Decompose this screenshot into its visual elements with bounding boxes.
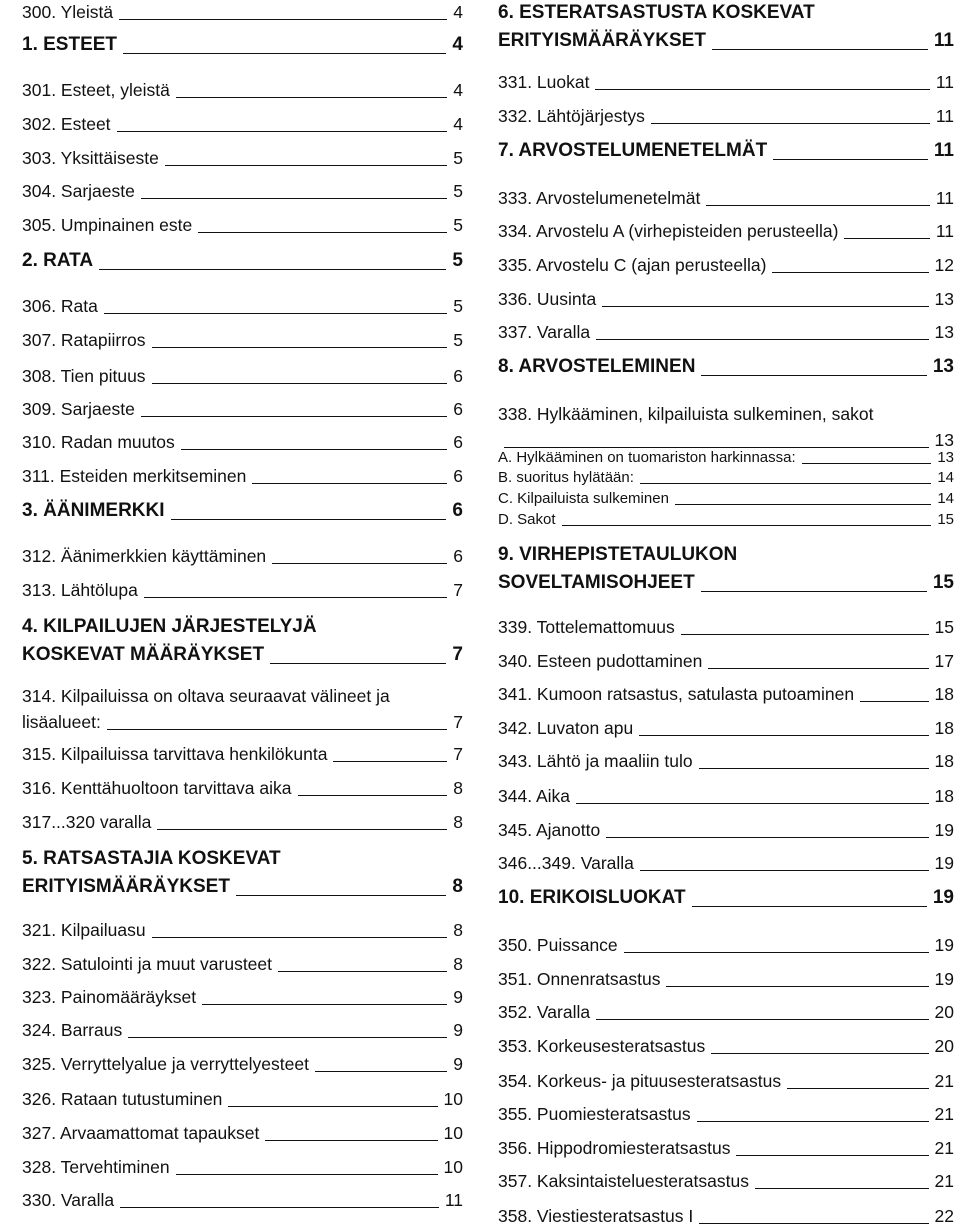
leader-line bbox=[640, 483, 931, 484]
toc-entry[interactable] bbox=[22, 464, 463, 488]
toc-entry[interactable] bbox=[498, 818, 954, 842]
leader-line bbox=[639, 735, 928, 736]
toc-entry[interactable] bbox=[498, 28, 954, 54]
section-heading-line: 9. VIRHEPISTETAULUKON bbox=[498, 544, 738, 565]
leader-line bbox=[144, 597, 447, 598]
leader-line bbox=[165, 165, 447, 166]
page-number: 11 bbox=[935, 72, 954, 92]
page-number: 8 bbox=[453, 954, 463, 974]
leader-line bbox=[107, 729, 447, 730]
entry-title: 340. Esteen pudottaminen bbox=[498, 651, 703, 671]
toc-entry[interactable] bbox=[22, 1087, 463, 1111]
entry-title: 327. Arvaamattomat tapaukset bbox=[22, 1123, 260, 1143]
entry-title: 341. Kumoon ratsastus, satulasta putoaminen bbox=[498, 684, 855, 704]
toc-entry[interactable] bbox=[498, 784, 954, 808]
leader-line bbox=[141, 416, 447, 417]
toc-entry[interactable] bbox=[498, 851, 954, 875]
entry-title: 352. Varalla bbox=[498, 1002, 591, 1022]
toc-entry[interactable] bbox=[22, 328, 463, 352]
leader-line bbox=[606, 837, 928, 838]
page-number: 9 bbox=[453, 1054, 463, 1074]
toc-entry[interactable] bbox=[498, 510, 954, 530]
leader-line bbox=[708, 668, 928, 669]
toc-entry[interactable] bbox=[22, 364, 463, 388]
entry-title: 307. Ratapiirros bbox=[22, 330, 146, 350]
entry-title: 315. Kilpailuissa tarvittava henkilökunta bbox=[22, 744, 328, 764]
entry-title: 301. Esteet, yleistä bbox=[22, 80, 170, 100]
leader-line bbox=[624, 952, 929, 953]
toc-entry[interactable] bbox=[22, 294, 463, 318]
leader-line bbox=[123, 53, 446, 54]
toc-entry[interactable] bbox=[22, 1121, 463, 1145]
entry-title: 304. Sarjaeste bbox=[22, 181, 135, 201]
toc-entry[interactable] bbox=[498, 1136, 954, 1160]
page-number: 19 bbox=[934, 820, 954, 840]
entry-title: 7. ARVOSTELUMENETELMÄT bbox=[498, 140, 768, 161]
section-heading-line: 5. RATSASTAJIA KOSKEVAT bbox=[22, 848, 281, 869]
leader-line bbox=[181, 449, 448, 450]
leader-line bbox=[104, 313, 447, 314]
leader-line bbox=[278, 971, 447, 972]
leader-line bbox=[706, 205, 929, 206]
leader-line bbox=[844, 238, 929, 239]
entry-title: 316. Kenttähuoltoon tarvittava aika bbox=[22, 778, 292, 798]
toc-entry[interactable] bbox=[22, 918, 463, 942]
toc-entry[interactable] bbox=[498, 967, 954, 991]
leader-line bbox=[699, 1223, 928, 1224]
page-number: 8 bbox=[453, 920, 463, 940]
toc-entry[interactable] bbox=[22, 1052, 463, 1076]
page-number: 13 bbox=[932, 356, 954, 377]
page-number: 20 bbox=[934, 1036, 954, 1056]
entry-title: 356. Hippodromiesteratsastus bbox=[498, 1138, 731, 1158]
leader-line bbox=[141, 198, 447, 199]
leader-line bbox=[152, 937, 448, 938]
page-number: 4 bbox=[453, 114, 463, 134]
toc-entry[interactable] bbox=[498, 1102, 954, 1126]
page-number: 21 bbox=[934, 1171, 954, 1191]
page-number: 9 bbox=[453, 987, 463, 1007]
leader-line bbox=[772, 272, 928, 273]
toc-entry[interactable] bbox=[498, 70, 954, 94]
page-number: 5 bbox=[453, 181, 463, 201]
entry-title: 324. Barraus bbox=[22, 1020, 123, 1040]
leader-line bbox=[198, 232, 447, 233]
toc-entry[interactable] bbox=[22, 544, 463, 568]
entry-title: 2. RATA bbox=[22, 250, 94, 271]
toc-entry[interactable] bbox=[22, 742, 463, 766]
entry-title: 317...320 varalla bbox=[22, 812, 152, 832]
leader-line bbox=[701, 375, 926, 376]
leader-line bbox=[699, 768, 929, 769]
leader-line bbox=[666, 986, 928, 987]
leader-line bbox=[228, 1106, 437, 1107]
entry-title: 302. Esteet bbox=[22, 114, 111, 134]
page-number: 8 bbox=[453, 778, 463, 798]
page-number: 11 bbox=[444, 1190, 463, 1210]
page-number: 6 bbox=[453, 366, 463, 386]
toc-entry[interactable] bbox=[498, 682, 954, 706]
toc-entry[interactable] bbox=[22, 874, 463, 900]
leader-line bbox=[602, 306, 928, 307]
entry-title: 326. Rataan tutustuminen bbox=[22, 1089, 223, 1109]
toc-entry[interactable] bbox=[22, 642, 463, 668]
page-number: 6 bbox=[453, 399, 463, 419]
leader-line bbox=[681, 634, 929, 635]
page-number: 4 bbox=[452, 34, 463, 55]
toc-entry[interactable] bbox=[498, 716, 954, 740]
entry-title: 353. Korkeusesteratsastus bbox=[498, 1036, 706, 1056]
toc-entry[interactable] bbox=[498, 1169, 954, 1193]
toc-entry[interactable] bbox=[22, 1018, 463, 1042]
entry-title: 10. ERIKOISLUOKAT bbox=[498, 887, 686, 908]
leader-line bbox=[675, 504, 931, 505]
leader-line bbox=[692, 906, 927, 907]
entry-title: 336. Uusinta bbox=[498, 289, 597, 309]
leader-line bbox=[787, 1088, 928, 1089]
entry-title: 308. Tien pituus bbox=[22, 366, 146, 386]
toc-entry[interactable] bbox=[498, 186, 954, 210]
toc-entry[interactable] bbox=[22, 397, 463, 421]
leader-line bbox=[272, 563, 447, 564]
entry-title: ERITYISMÄÄRÄYKSET bbox=[498, 30, 706, 51]
entry-title: SOVELTAMISOHJEET bbox=[498, 572, 695, 593]
entry-title: 342. Luvaton apu bbox=[498, 718, 634, 738]
page-number: 13 bbox=[934, 430, 954, 450]
page-number: 7 bbox=[453, 712, 463, 732]
page-number: 5 bbox=[453, 215, 463, 235]
toc-entry[interactable] bbox=[22, 952, 463, 976]
page-number: 7 bbox=[453, 744, 463, 764]
toc-entry[interactable] bbox=[22, 1188, 463, 1212]
page-number: 21 bbox=[934, 1104, 954, 1124]
entry-title: 303. Yksittäiseste bbox=[22, 148, 159, 168]
toc-entry[interactable] bbox=[498, 1034, 954, 1058]
page-number: 18 bbox=[934, 718, 954, 738]
entry-title: 3. ÄÄNIMERKKI bbox=[22, 500, 165, 521]
toc-entry[interactable] bbox=[498, 1069, 954, 1093]
toc-entry[interactable] bbox=[22, 248, 463, 274]
entry-title: 337. Varalla bbox=[498, 322, 591, 342]
leader-line bbox=[99, 269, 446, 270]
toc-entry[interactable] bbox=[498, 253, 954, 277]
page-number: 5 bbox=[453, 148, 463, 168]
leader-line bbox=[120, 1207, 439, 1208]
toc-entry[interactable] bbox=[22, 146, 463, 170]
toc-entry[interactable] bbox=[22, 810, 463, 834]
toc-entry[interactable] bbox=[498, 1204, 954, 1228]
page-number: 21 bbox=[934, 1071, 954, 1091]
entry-title: A. Hylkääminen on tuomariston harkinnassa: bbox=[498, 449, 796, 466]
page-number: 11 bbox=[933, 30, 954, 51]
toc-entry[interactable] bbox=[498, 138, 954, 164]
toc-entry[interactable] bbox=[498, 468, 954, 488]
leader-line bbox=[298, 795, 448, 796]
toc-entry[interactable] bbox=[498, 570, 954, 596]
entry-title: ERITYISMÄÄRÄYKSET bbox=[22, 876, 230, 897]
leader-line bbox=[802, 463, 932, 464]
entry-title: 309. Sarjaeste bbox=[22, 399, 135, 419]
leader-line bbox=[595, 89, 929, 90]
page-number: 14 bbox=[937, 469, 954, 486]
page-number: 11 bbox=[935, 221, 954, 241]
leader-line bbox=[236, 895, 446, 896]
page-number: 10 bbox=[443, 1123, 463, 1143]
leader-line bbox=[596, 339, 928, 340]
entry-title: 343. Lähtö ja maaliin tulo bbox=[498, 751, 693, 771]
leader-line bbox=[176, 1174, 438, 1175]
entry-title: 300. Yleistä bbox=[22, 2, 114, 22]
entry-title: lisäalueet: bbox=[22, 712, 101, 732]
entry-title: 350. Puissance bbox=[498, 935, 618, 955]
entry-title: 330. Varalla bbox=[22, 1190, 115, 1210]
page-number: 11 bbox=[935, 106, 954, 126]
page-number: 11 bbox=[935, 188, 954, 208]
page-number: 9 bbox=[453, 1020, 463, 1040]
leader-line bbox=[119, 19, 447, 20]
leader-line bbox=[157, 829, 447, 830]
toc-entry[interactable] bbox=[498, 885, 954, 911]
entry-title: D. Sakot bbox=[498, 511, 556, 528]
entry-title: 312. Äänimerkkien käyttäminen bbox=[22, 546, 267, 566]
entry-title: 354. Korkeus- ja pituusesteratsastus bbox=[498, 1071, 782, 1091]
leader-line bbox=[701, 591, 927, 592]
page-number: 18 bbox=[934, 786, 954, 806]
toc-entry[interactable] bbox=[498, 287, 954, 311]
toc-entry[interactable] bbox=[22, 213, 463, 237]
entry-title: 355. Puomiesteratsastus bbox=[498, 1104, 691, 1124]
leader-line bbox=[773, 159, 928, 160]
entry-title: 351. Onnenratsastus bbox=[498, 969, 661, 989]
entry-title: 8. ARVOSTELEMINEN bbox=[498, 356, 696, 377]
page-number: 17 bbox=[934, 651, 954, 671]
page-number: 10 bbox=[443, 1089, 463, 1109]
entry-title: 313. Lähtölupa bbox=[22, 580, 138, 600]
entry-title: 332. Lähtöjärjestys bbox=[498, 106, 645, 126]
page-number: 4 bbox=[453, 80, 463, 100]
entry-title: 306. Rata bbox=[22, 296, 98, 316]
leader-line bbox=[152, 383, 448, 384]
toc-entry[interactable] bbox=[498, 219, 954, 243]
leader-line bbox=[265, 1140, 437, 1141]
leader-line bbox=[270, 663, 446, 664]
page-number: 18 bbox=[934, 751, 954, 771]
page-number: 11 bbox=[933, 140, 954, 161]
section-heading-line: 4. KILPAILUJEN JÄRJESTELYJÄ bbox=[22, 616, 317, 637]
leader-line bbox=[860, 701, 928, 702]
toc-entry[interactable] bbox=[498, 448, 954, 468]
entry-title: 358. Viestiesteratsastus I bbox=[498, 1206, 694, 1226]
entry-title: 328. Tervehtiminen bbox=[22, 1157, 170, 1177]
leader-line bbox=[333, 761, 447, 762]
page-number: 10 bbox=[443, 1157, 463, 1177]
page-number: 6 bbox=[453, 432, 463, 452]
entry-title: C. Kilpailuista sulkeminen bbox=[498, 490, 669, 507]
page-number: 19 bbox=[934, 935, 954, 955]
leader-line bbox=[712, 49, 928, 50]
toc-entry[interactable] bbox=[498, 489, 954, 509]
entry-title: 1. ESTEET bbox=[22, 34, 118, 55]
page-number: 5 bbox=[453, 296, 463, 316]
toc-entry[interactable] bbox=[22, 112, 463, 136]
leader-line bbox=[697, 1121, 929, 1122]
page-number: 19 bbox=[932, 887, 954, 908]
entry-title: 357. Kaksintaisteluesteratsastus bbox=[498, 1171, 749, 1191]
entry-title: 321. Kilpailuasu bbox=[22, 920, 146, 940]
toc-entry[interactable] bbox=[22, 1155, 463, 1179]
leader-line bbox=[562, 525, 932, 526]
leader-line bbox=[152, 347, 448, 348]
leader-line bbox=[252, 483, 447, 484]
entry-title: 323. Painomääräykset bbox=[22, 987, 197, 1007]
toc-entry[interactable] bbox=[498, 1000, 954, 1024]
leader-line bbox=[128, 1037, 447, 1038]
entry-title-line: 314. Kilpailuissa on oltava seuraavat välineet ja bbox=[22, 686, 390, 706]
toc-entry[interactable] bbox=[22, 179, 463, 203]
leader-line bbox=[176, 97, 447, 98]
entry-title: 310. Radan muutos bbox=[22, 432, 175, 452]
entry-title: 322. Satulointi ja muut varusteet bbox=[22, 954, 273, 974]
entry-title: KOSKEVAT MÄÄRÄYKSET bbox=[22, 644, 265, 665]
entry-title: B. suoritus hylätään: bbox=[498, 469, 634, 486]
page-number: 14 bbox=[937, 490, 954, 507]
toc-entry[interactable] bbox=[498, 615, 954, 639]
section-heading-line: 6. ESTERATSASTUSTA KOSKEVAT bbox=[498, 2, 815, 23]
entry-title-line: 338. Hylkääminen, kilpailuista sulkeminen, sakot bbox=[498, 404, 874, 424]
page-number: 21 bbox=[934, 1138, 954, 1158]
page-number: 8 bbox=[452, 876, 463, 897]
leader-line bbox=[651, 123, 930, 124]
page-number: 13 bbox=[934, 322, 954, 342]
toc-entry[interactable] bbox=[22, 498, 463, 524]
toc-entry[interactable] bbox=[22, 985, 463, 1009]
page-number: 22 bbox=[934, 1206, 954, 1226]
page-number: 5 bbox=[452, 250, 463, 271]
leader-line bbox=[736, 1155, 928, 1156]
toc-entry[interactable] bbox=[22, 578, 463, 602]
leader-line bbox=[315, 1071, 447, 1072]
page-number: 5 bbox=[453, 330, 463, 350]
toc-entry[interactable] bbox=[498, 649, 954, 673]
entry-title: 333. Arvostelumenetelmät bbox=[498, 188, 701, 208]
leader-line bbox=[202, 1004, 447, 1005]
entry-title: 305. Umpinainen este bbox=[22, 215, 193, 235]
toc-entry[interactable] bbox=[22, 776, 463, 800]
leader-line bbox=[117, 131, 448, 132]
toc-entry[interactable] bbox=[22, 78, 463, 102]
page-number: 12 bbox=[934, 255, 954, 275]
page-number: 13 bbox=[937, 449, 954, 466]
toc-entry[interactable] bbox=[498, 749, 954, 773]
page-number: 19 bbox=[934, 853, 954, 873]
page-number: 7 bbox=[453, 580, 463, 600]
leader-line bbox=[576, 803, 929, 804]
page-number: 4 bbox=[453, 2, 463, 22]
toc-entry[interactable] bbox=[498, 104, 954, 128]
entry-title: 334. Arvostelu A (virhepisteiden perusteella) bbox=[498, 221, 839, 241]
page-number: 8 bbox=[453, 812, 463, 832]
page-number: 18 bbox=[934, 684, 954, 704]
toc-entry[interactable] bbox=[498, 354, 954, 380]
leader-line bbox=[755, 1188, 929, 1189]
entry-title: 339. Tottelemattomuus bbox=[498, 617, 675, 637]
toc-entry[interactable] bbox=[498, 933, 954, 957]
entry-title: 311. Esteiden merkitseminen bbox=[22, 466, 247, 486]
toc-entry[interactable] bbox=[22, 430, 463, 454]
toc-entry[interactable] bbox=[22, 710, 463, 734]
page-number: 6 bbox=[453, 546, 463, 566]
page-number: 15 bbox=[934, 617, 954, 637]
entry-title: 331. Luokat bbox=[498, 72, 590, 92]
page-number: 15 bbox=[932, 572, 954, 593]
page-number: 15 bbox=[937, 511, 954, 528]
leader-line bbox=[596, 1019, 928, 1020]
page-number: 19 bbox=[934, 969, 954, 989]
leader-line bbox=[640, 870, 929, 871]
page-number: 6 bbox=[452, 500, 463, 521]
page-number: 7 bbox=[452, 644, 463, 665]
entry-title: 325. Verryttelyalue ja verryttelyesteet bbox=[22, 1054, 309, 1074]
entry-title: 335. Arvostelu C (ajan perusteella) bbox=[498, 255, 767, 275]
page-number: 20 bbox=[934, 1002, 954, 1022]
leader-line bbox=[711, 1053, 928, 1054]
page-number: 13 bbox=[934, 289, 954, 309]
entry-title: 344. Aika bbox=[498, 786, 570, 806]
leader-line bbox=[171, 519, 447, 520]
toc-entry[interactable] bbox=[22, 32, 463, 58]
entry-title: 345. Ajanotto bbox=[498, 820, 601, 840]
entry-title: 346...349. Varalla bbox=[498, 853, 634, 873]
toc-entry[interactable] bbox=[22, 0, 463, 24]
page-number: 6 bbox=[453, 466, 463, 486]
toc-entry[interactable] bbox=[498, 320, 954, 344]
